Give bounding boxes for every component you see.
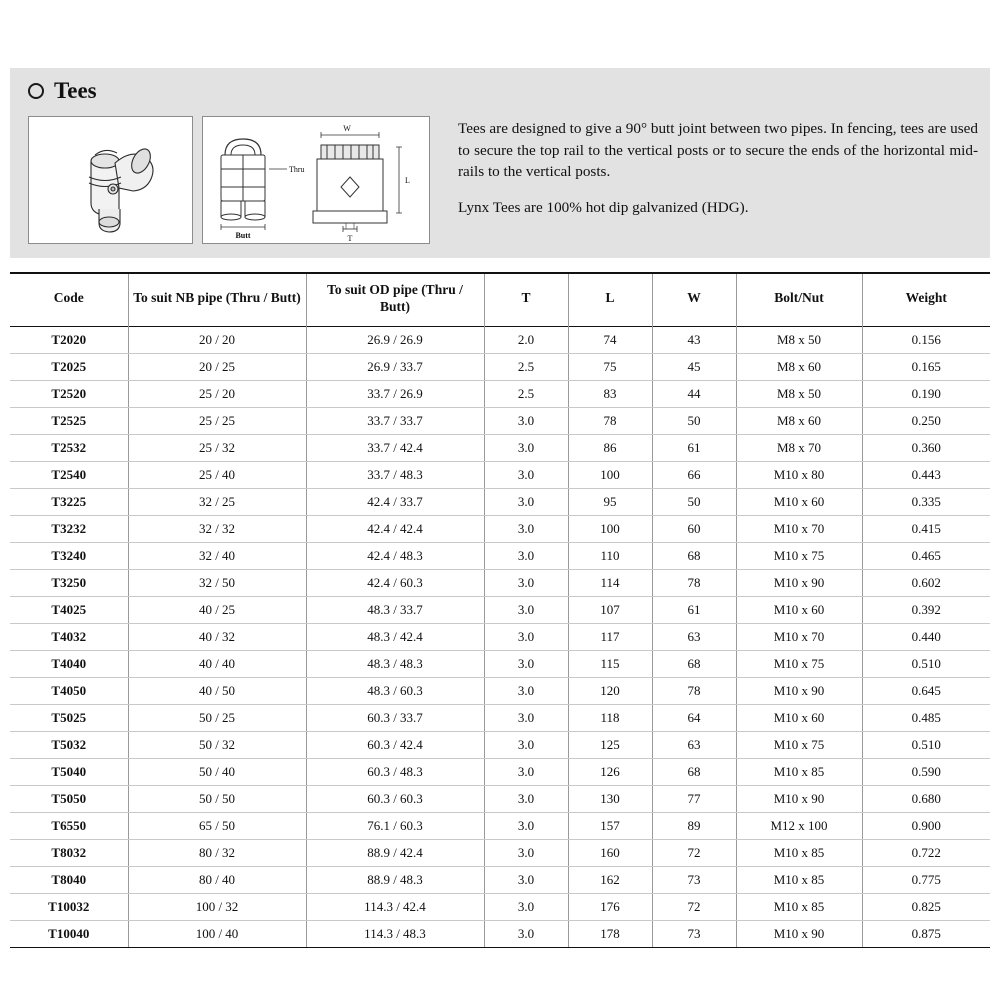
column-header-t: T	[484, 273, 568, 326]
table-cell: 0.590	[862, 758, 990, 785]
cell-code: T2525	[10, 407, 128, 434]
diagram-label-w: W	[343, 124, 351, 133]
cell-code: T3225	[10, 488, 128, 515]
cell-code: T3232	[10, 515, 128, 542]
table-cell: 77	[652, 785, 736, 812]
table-cell: 118	[568, 704, 652, 731]
table-cell: 3.0	[484, 785, 568, 812]
table-cell: M10 x 70	[736, 515, 862, 542]
table-cell: 0.156	[862, 326, 990, 353]
table-cell: 72	[652, 839, 736, 866]
table-cell: 26.9 / 26.9	[306, 326, 484, 353]
table-cell: 40 / 32	[128, 623, 306, 650]
section-header-band	[10, 68, 990, 258]
table-cell: 61	[652, 596, 736, 623]
table-cell: 0.250	[862, 407, 990, 434]
table-cell: M8 x 60	[736, 353, 862, 380]
description-paragraph-2: Lynx Tees are 100% hot dip galvanized (HDG).	[458, 198, 749, 216]
table-cell: 50 / 32	[128, 731, 306, 758]
table-row	[10, 704, 990, 731]
table-cell: M10 x 75	[736, 542, 862, 569]
table-cell: M10 x 90	[736, 569, 862, 596]
table-cell: M8 x 70	[736, 434, 862, 461]
table-row	[10, 407, 990, 434]
table-cell: 0.443	[862, 461, 990, 488]
table-cell: 120	[568, 677, 652, 704]
cell-code: T4032	[10, 623, 128, 650]
column-header-nb: To suit NB pipe (Thru / Butt)	[128, 273, 306, 326]
table-cell: M8 x 60	[736, 407, 862, 434]
table-cell: 100 / 32	[128, 893, 306, 920]
table-row	[10, 866, 990, 893]
table-cell: 78	[652, 677, 736, 704]
table-cell: 3.0	[484, 488, 568, 515]
table-cell: 114.3 / 42.4	[306, 893, 484, 920]
cell-code: T5040	[10, 758, 128, 785]
table-cell: 3.0	[484, 731, 568, 758]
table-row	[10, 893, 990, 920]
table-cell: M10 x 85	[736, 893, 862, 920]
table-cell: 0.440	[862, 623, 990, 650]
product-photo	[28, 116, 193, 244]
table-cell: 0.875	[862, 920, 990, 947]
table-cell: 60.3 / 42.4	[306, 731, 484, 758]
table-cell: 3.0	[484, 623, 568, 650]
table-cell: M8 x 50	[736, 380, 862, 407]
table-cell: 73	[652, 920, 736, 947]
table-cell: 42.4 / 33.7	[306, 488, 484, 515]
cell-code: T10040	[10, 920, 128, 947]
table-cell: 40 / 50	[128, 677, 306, 704]
table-cell: 176	[568, 893, 652, 920]
table-cell: M10 x 75	[736, 650, 862, 677]
table-cell: 48.3 / 48.3	[306, 650, 484, 677]
table-cell: 3.0	[484, 515, 568, 542]
table-cell: 0.510	[862, 731, 990, 758]
cell-code: T5032	[10, 731, 128, 758]
table-cell: 3.0	[484, 434, 568, 461]
table-cell: 157	[568, 812, 652, 839]
table-cell: 50 / 25	[128, 704, 306, 731]
table-cell: M10 x 90	[736, 677, 862, 704]
table-cell: 75	[568, 353, 652, 380]
table-cell: 20 / 20	[128, 326, 306, 353]
product-dimension-diagram	[202, 116, 430, 244]
table-row	[10, 650, 990, 677]
table-cell: 68	[652, 650, 736, 677]
table-cell: 61	[652, 434, 736, 461]
table-cell: 33.7 / 48.3	[306, 461, 484, 488]
table-cell: 0.680	[862, 785, 990, 812]
table-cell: M10 x 60	[736, 596, 862, 623]
table-row	[10, 920, 990, 947]
table-row	[10, 461, 990, 488]
table-cell: 74	[568, 326, 652, 353]
table-cell: 125	[568, 731, 652, 758]
table-cell: 89	[652, 812, 736, 839]
table-cell: M10 x 90	[736, 785, 862, 812]
table-cell: 48.3 / 42.4	[306, 623, 484, 650]
table-cell: 0.775	[862, 866, 990, 893]
table-cell: 0.165	[862, 353, 990, 380]
table-cell: 0.602	[862, 569, 990, 596]
table-cell: 44	[652, 380, 736, 407]
table-cell: 40 / 40	[128, 650, 306, 677]
table-cell: M10 x 90	[736, 920, 862, 947]
circle-outline-icon	[28, 83, 44, 99]
table-cell: M10 x 60	[736, 488, 862, 515]
cell-code: T4050	[10, 677, 128, 704]
table-row	[10, 353, 990, 380]
table-cell: 33.7 / 26.9	[306, 380, 484, 407]
table-cell: 0.465	[862, 542, 990, 569]
table-cell: M10 x 60	[736, 704, 862, 731]
cell-code: T2532	[10, 434, 128, 461]
cell-code: T2020	[10, 326, 128, 353]
table-cell: 0.645	[862, 677, 990, 704]
table-cell: 25 / 32	[128, 434, 306, 461]
table-cell: 3.0	[484, 758, 568, 785]
table-cell: 33.7 / 33.7	[306, 407, 484, 434]
table-cell: 76.1 / 60.3	[306, 812, 484, 839]
table-cell: 86	[568, 434, 652, 461]
table-cell: 60.3 / 60.3	[306, 785, 484, 812]
cell-code: T8040	[10, 866, 128, 893]
table-cell: 3.0	[484, 677, 568, 704]
table-row	[10, 839, 990, 866]
cell-code: T6550	[10, 812, 128, 839]
cell-code: T2540	[10, 461, 128, 488]
table-cell: 88.9 / 48.3	[306, 866, 484, 893]
table-cell: 3.0	[484, 596, 568, 623]
table-cell: 66	[652, 461, 736, 488]
table-cell: 32 / 40	[128, 542, 306, 569]
table-row	[10, 515, 990, 542]
table-cell: 78	[652, 569, 736, 596]
table-cell: 3.0	[484, 407, 568, 434]
table-cell: 0.415	[862, 515, 990, 542]
table-cell: 0.360	[862, 434, 990, 461]
table-cell: 162	[568, 866, 652, 893]
table-cell: 114.3 / 48.3	[306, 920, 484, 947]
table-cell: 83	[568, 380, 652, 407]
table-cell: 50	[652, 488, 736, 515]
table-cell: 50 / 50	[128, 785, 306, 812]
page-title: Tees	[54, 78, 97, 103]
table-cell: 130	[568, 785, 652, 812]
table-cell: 3.0	[484, 704, 568, 731]
table-cell: 100	[568, 515, 652, 542]
cell-code: T2025	[10, 353, 128, 380]
table-cell: 114	[568, 569, 652, 596]
table-cell: 80 / 40	[128, 866, 306, 893]
table-cell: 60	[652, 515, 736, 542]
table-cell: 25 / 20	[128, 380, 306, 407]
table-cell: 3.0	[484, 920, 568, 947]
spec-table-header-row	[10, 273, 990, 326]
diagram-label-thru: Thru	[289, 165, 305, 174]
table-row	[10, 812, 990, 839]
table-cell: 115	[568, 650, 652, 677]
table-cell: 0.392	[862, 596, 990, 623]
table-cell: 0.335	[862, 488, 990, 515]
table-cell: 32 / 32	[128, 515, 306, 542]
cell-code: T8032	[10, 839, 128, 866]
table-cell: 117	[568, 623, 652, 650]
table-cell: M10 x 85	[736, 866, 862, 893]
diagram-label-l: L	[405, 176, 410, 185]
table-cell: 43	[652, 326, 736, 353]
cell-code: T3240	[10, 542, 128, 569]
table-cell: 3.0	[484, 650, 568, 677]
table-cell: 2.5	[484, 353, 568, 380]
cell-code: T3250	[10, 569, 128, 596]
table-cell: 78	[568, 407, 652, 434]
table-row	[10, 326, 990, 353]
table-cell: 95	[568, 488, 652, 515]
table-cell: 42.4 / 60.3	[306, 569, 484, 596]
table-row	[10, 623, 990, 650]
cell-code: T4040	[10, 650, 128, 677]
table-cell: 0.722	[862, 839, 990, 866]
table-cell: M10 x 75	[736, 731, 862, 758]
table-cell: 3.0	[484, 839, 568, 866]
table-cell: 32 / 50	[128, 569, 306, 596]
table-row	[10, 758, 990, 785]
table-cell: M10 x 70	[736, 623, 862, 650]
table-row	[10, 380, 990, 407]
table-row	[10, 785, 990, 812]
column-header-bolt-nut: Bolt/Nut	[736, 273, 862, 326]
table-cell: M10 x 85	[736, 758, 862, 785]
table-cell: 3.0	[484, 812, 568, 839]
column-header-weight: Weight	[862, 273, 990, 326]
table-row	[10, 434, 990, 461]
table-cell: 68	[652, 758, 736, 785]
diagram-label-t: T	[347, 234, 353, 243]
table-row	[10, 488, 990, 515]
column-header-l: L	[568, 273, 652, 326]
table-cell: 20 / 25	[128, 353, 306, 380]
table-cell: 65 / 50	[128, 812, 306, 839]
spec-table	[10, 272, 990, 948]
table-cell: 40 / 25	[128, 596, 306, 623]
table-row	[10, 542, 990, 569]
table-cell: 110	[568, 542, 652, 569]
diagram-label-butt: Butt	[235, 231, 251, 240]
table-cell: 50 / 40	[128, 758, 306, 785]
spec-table-container	[10, 272, 990, 948]
table-cell: 88.9 / 42.4	[306, 839, 484, 866]
table-cell: 3.0	[484, 893, 568, 920]
cell-code: T5025	[10, 704, 128, 731]
table-cell: 126	[568, 758, 652, 785]
table-cell: 32 / 25	[128, 488, 306, 515]
table-cell: 0.190	[862, 380, 990, 407]
section-description	[458, 118, 978, 218]
table-cell: 73	[652, 866, 736, 893]
table-cell: 50	[652, 407, 736, 434]
table-cell: 0.510	[862, 650, 990, 677]
table-cell: 26.9 / 33.7	[306, 353, 484, 380]
column-header-w: W	[652, 273, 736, 326]
table-cell: 0.485	[862, 704, 990, 731]
table-cell: 3.0	[484, 542, 568, 569]
dimension-drawing	[203, 117, 429, 243]
table-cell: 48.3 / 60.3	[306, 677, 484, 704]
table-cell: 178	[568, 920, 652, 947]
table-row	[10, 569, 990, 596]
table-cell: 60.3 / 48.3	[306, 758, 484, 785]
table-cell: 80 / 32	[128, 839, 306, 866]
column-header-od: To suit OD pipe (Thru / Butt)	[306, 273, 484, 326]
table-cell: 25 / 40	[128, 461, 306, 488]
table-cell: 0.825	[862, 893, 990, 920]
table-cell: 64	[652, 704, 736, 731]
table-cell: M8 x 50	[736, 326, 862, 353]
spec-table-body	[10, 326, 990, 947]
table-cell: 3.0	[484, 569, 568, 596]
table-cell: 60.3 / 33.7	[306, 704, 484, 731]
section-title-row	[28, 78, 97, 104]
table-cell: 2.0	[484, 326, 568, 353]
table-cell: 63	[652, 731, 736, 758]
table-cell: 3.0	[484, 461, 568, 488]
table-cell: 68	[652, 542, 736, 569]
description-paragraph-1: Tees are designed to give a 90° butt joint between two pipes. In fencing, tees are used to secure the top rail to the vertical posts or to secure the ends of the horizontal mid-rails to the vertical posts.	[458, 120, 978, 181]
table-cell: 42.4 / 48.3	[306, 542, 484, 569]
table-cell: M12 x 100	[736, 812, 862, 839]
table-cell: 63	[652, 623, 736, 650]
cell-code: T4025	[10, 596, 128, 623]
table-cell: 2.5	[484, 380, 568, 407]
column-header-code: Code	[10, 273, 128, 326]
cell-code: T10032	[10, 893, 128, 920]
table-cell: 3.0	[484, 866, 568, 893]
table-cell: M10 x 80	[736, 461, 862, 488]
table-cell: 100 / 40	[128, 920, 306, 947]
table-row	[10, 731, 990, 758]
table-cell: 107	[568, 596, 652, 623]
table-cell: 42.4 / 42.4	[306, 515, 484, 542]
tee-fitting-illustration	[29, 117, 192, 243]
table-cell: 72	[652, 893, 736, 920]
table-cell: 33.7 / 42.4	[306, 434, 484, 461]
table-cell: 0.900	[862, 812, 990, 839]
table-cell: 48.3 / 33.7	[306, 596, 484, 623]
table-cell: 160	[568, 839, 652, 866]
spec-table-head	[10, 273, 990, 326]
cell-code: T2520	[10, 380, 128, 407]
table-cell: 45	[652, 353, 736, 380]
table-cell: M10 x 85	[736, 839, 862, 866]
table-row	[10, 677, 990, 704]
cell-code: T5050	[10, 785, 128, 812]
table-cell: 100	[568, 461, 652, 488]
table-cell: 25 / 25	[128, 407, 306, 434]
table-row	[10, 596, 990, 623]
